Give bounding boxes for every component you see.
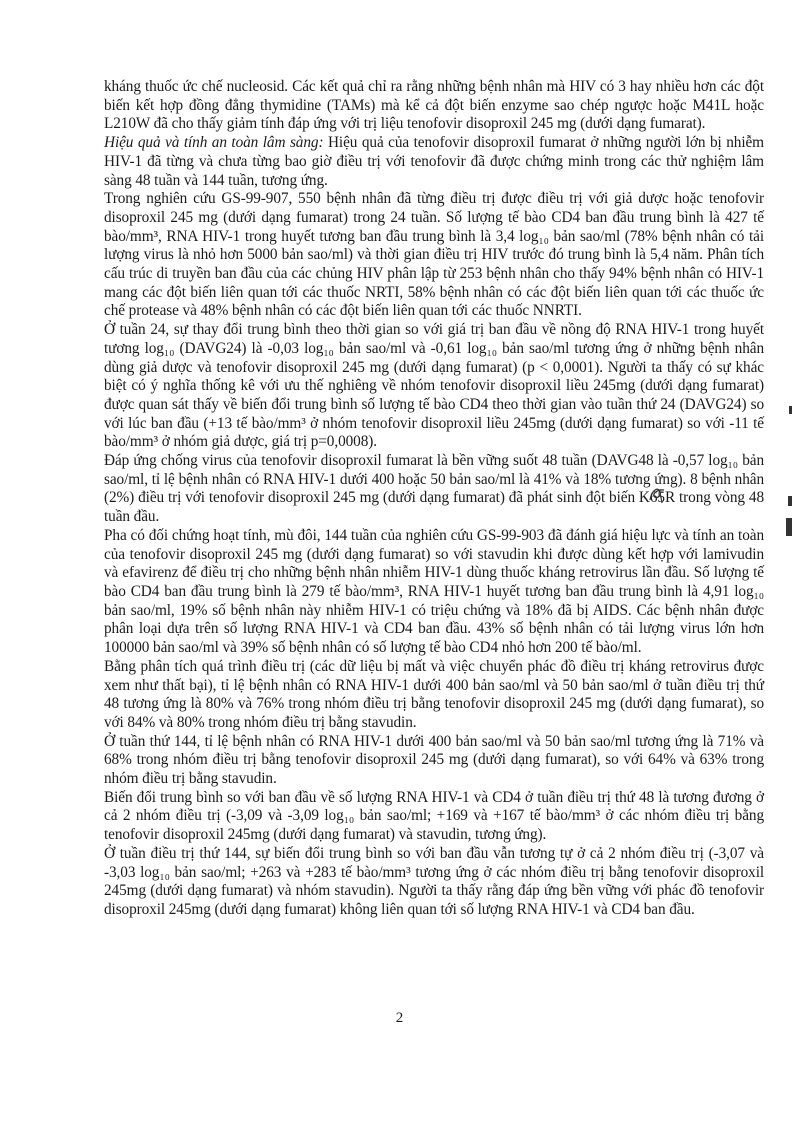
paragraph-resistance: kháng thuốc ức chế nucleosid. Các kết quả chỉ ra rằng những bệnh nhân mà HIV có 3 hay nhiều hơn các đột biến kết hợp đồng đẳng thymidine (TAMs) mà kể cả đột biến enzyme sao chép ngược hoặc M41L hoặc L210W đã cho thấy giảm tính đáp ứng với trị liệu tenofovir disoproxil 245 mg (dưới dạng fumarat). <box>104 78 764 133</box>
paragraph-study-903: Pha có đối chứng hoạt tính, mù đôi, 144 tuần của nghiên cứu GS-99-903 đã đánh giá hiệu lực và tính an toàn của tenofovir disoproxil 245 mg (dưới dạng fumarat) so với stavudin khi được dùng kết hợp với lamivudin và efavirenz để điều trị cho những bệnh nhân nhiễm HIV-1 dùng thuốc kháng retrovirus lần đầu. Số lượng tế bào CD4 ban đầu trung bình là 279 tế bào/mm³, RNA HIV-1 huyết tương ban đầu trung bình là 4,91 log₁₀ bản sao/ml, 19% số bệnh nhân này nhiễm HIV-1 có triệu chứng và 18% đã bị AIDS. Các bệnh nhân được phân loại dựa trên số lượng RNA HIV-1 và CD4 ban đầu. 43% số bệnh nhân có tải lượng virus lớn hơn 100000 bản sao/ml và 39% số bệnh nhân có số lượng tế bào CD4 nhỏ hơn 200 tế bào/ml. <box>104 526 764 657</box>
page-number: 2 <box>395 1010 404 1026</box>
paragraph-treatment-analysis: Bằng phân tích quá trình điều trị (các dữ liệu bị mất và việc chuyển phác đồ điều trị kháng retrovirus được xem như thất bại), tỉ lệ bệnh nhân có RNA HIV-1 dưới 400 bản sao/ml và 50 bản sao/ml ở tuần điều trị thứ 48 tương ứng là 80% và 76% trong nhóm điều trị bằng tenofovir disoproxil 245 mg (dưới dạng fumarat), so với 84% và 80% trong nhóm điều trị bằng stavudin. <box>104 657 764 731</box>
handwritten-mark <box>646 484 668 506</box>
paragraph-48-weeks: Đáp ứng chống virus của tenofovir disoproxil fumarat là bền vững suốt 48 tuần (DAVG48 là -0,57 log₁₀ bản sao/ml, tỉ lệ bệnh nhân có RNA HIV-1 dưới 400 hoặc 50 bản sao/ml là 41% và 18% tương ứng). 8 bệnh nhân (2%) điều trị với tenofovir disoproxil 245 mg (dưới dạng fumarat) đã phát sinh đột biến K65R trong vòng 48 tuần đầu. <box>104 452 764 526</box>
scan-edge-mark <box>789 406 792 414</box>
scan-edge-mark <box>788 496 792 506</box>
paragraph-week-144: Ở tuần thứ 144, tỉ lệ bệnh nhân có RNA HIV-1 dưới 400 bản sao/ml và 50 bản sao/ml tương ứng là 71% và 68% trong nhóm điều trị bằng tenofovir disoproxil 245 mg (dưới dạng fumarat), so với 64% và 63% trong nhóm điều trị bằng stavudin. <box>104 732 764 788</box>
paragraph-mean-change-48: Biến đổi trung bình so với ban đầu về số lượng RNA HIV-1 và CD4 ở tuần điều trị thứ 48 là tương đương ở cả 2 nhóm điều trị (-3,09 và -3,09 log₁₀ bản sao/ml; +169 và +167 tế bào/mm³ ở các nhóm điều trị bằng tenofovir disoproxil 245mg (dưới dạng fumarat) và stavudin, tương ứng). <box>104 788 764 844</box>
paragraph-clinical-efficacy <box>104 134 764 190</box>
paragraph-study-907: Trong nghiên cứu GS-99-907, 550 bệnh nhân đã từng điều trị được điều trị với giả dược hoặc tenofovir disoproxil 245 mg (dưới dạng fumarat) trong 24 tuần. Số lượng tế bào CD4 ban đầu trung bình là 427 tế bào/mm³, RNA HIV-1 trong huyết tương ban đầu trung bình là 3,4 log₁₀ bản sao/ml (78% bệnh nhân có tải lượng virus là nhỏ hơn 5000 bản sao/ml) và thời gian điều trị HIV trước đó trung bình là 5,4 năm. Phân tích cấu trúc di truyền ban đầu của các chủng HIV phân lập từ 253 bệnh nhân cho thấy 94% bệnh nhân có HIV-1 mang các đột biến liên quan tới các thuốc NRTI, 58% bệnh nhân có các đột biến liên quan tới các thuốc ức chế protease và 48% bệnh nhân có các đột biến liên quan tới các thuốc NNRTI. <box>104 190 764 320</box>
paragraph-mean-change-144: Ở tuần điều trị thứ 144, sự biến đổi trung bình so với ban đầu vẫn tương tự ở cả 2 nhóm điều trị (-3,07 và -3,03 log₁₀ bản sao/ml; +263 và +283 tế bào/mm³ tương ứng ở các nhóm điều trị bằng tenofovir disoproxil 245mg (dưới dạng fumarat) và nhóm stavudin). Người ta thấy rằng đáp ứng bền vững với phác đồ tenofovir disoproxil 245mg (dưới dạng fumarat) không liên quan tới số lượng RNA HIV-1 và CD4 ban đầu. <box>104 844 764 918</box>
scan-edge-mark <box>786 518 792 536</box>
section-heading: Hiệu quả và tính an toàn lâm sàng: <box>104 134 324 152</box>
paragraph-week-24: Ở tuần 24, sự thay đổi trung bình theo thời gian so với giá trị ban đầu về nồng độ RNA HIV-1 trong huyết tương log₁₀ (DAVG24) là -0,03 log₁₀ bản sao/ml và -0,61 log₁₀ bản sao/ml tương ứng ở những bệnh nhân dùng giả dược và tenofovir disoproxil 245 mg (dưới dạng fumarat) (p < 0,0001). Người ta thấy có sự khác biệt có ý nghĩa thống kê với ưu thế nghiêng về nhóm tenofovir disoproxil liều 245mg (dưới dạng fumarat) được quan sát thấy về biến đổi trung bình số lượng tế bào CD4 theo thời gian vào tuần thứ 24 (DAVG24) so với lúc ban đầu (+13 tế bào/mm³ ở nhóm tenofovir disoproxil liều 245mg (dưới dạng fumarat) so với -11 tế bào/mm³ ở nhóm giả dược, giá trị p=0,0008). <box>104 321 764 451</box>
paragraph-text: Hiệu quả của tenofovir disoproxil fumarat ở những người lớn bị nhiễm HIV-1 đã từng và chưa từng bao giờ điều trị với tenofovir đã được chứng minh trong các thử nghiệm lâm sàng 48 tuần và 144 tuần, tương ứng. <box>104 134 764 189</box>
